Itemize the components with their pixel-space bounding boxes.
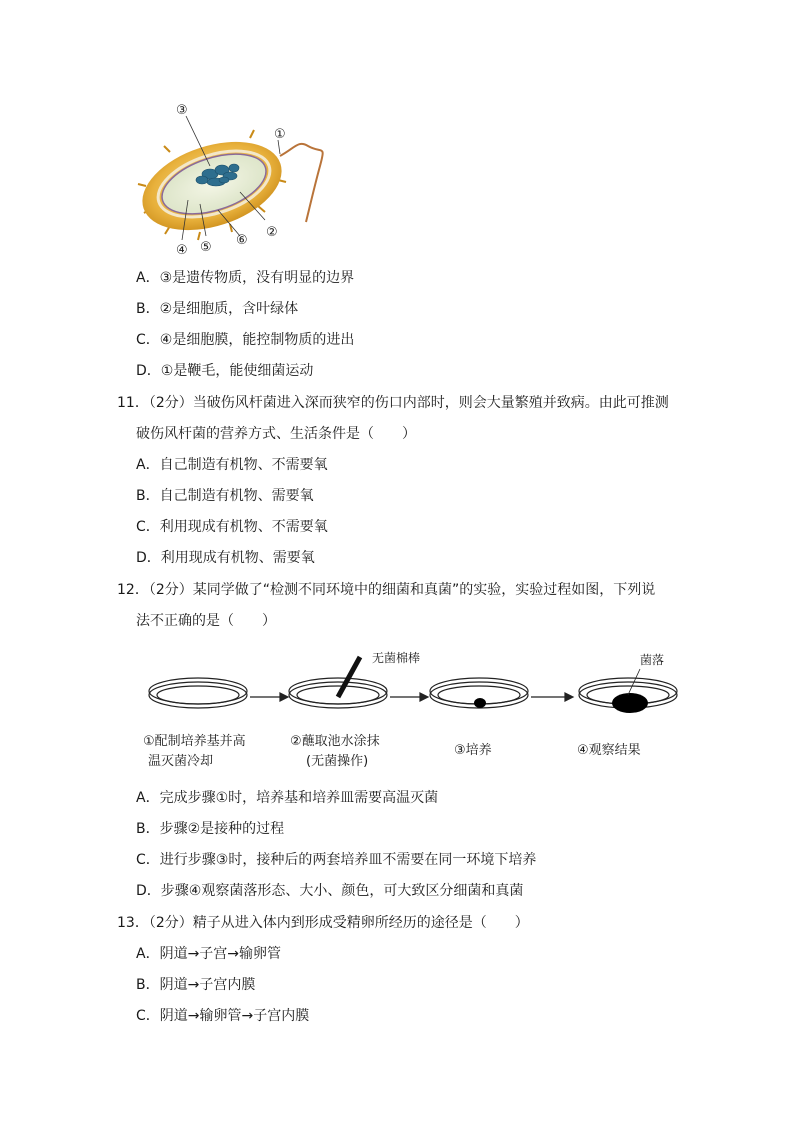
- q12-stem-line1: 12．（2分）某同学做了“检测不同环境中的细菌和真菌”的实验，实验过程如图，下列说: [117, 582, 656, 598]
- step2-caption-line1: ②蘸取池水涂抹: [290, 734, 380, 749]
- q12-stem-line2: 法不正确的是（ ）: [136, 613, 276, 629]
- bacterium-label-5: ⑤: [200, 240, 212, 255]
- bacterium-label-2: ②: [266, 225, 278, 240]
- q11-option-d: D．利用现成有机物、需要氧: [136, 550, 315, 566]
- bacterium-label-4: ④: [176, 243, 188, 258]
- bacterium-label-1: ①: [274, 127, 286, 142]
- swab-label: 无菌棉棒: [372, 651, 421, 665]
- q13-option-c: C．阴道→输卵管→子宫内膜: [136, 1008, 310, 1024]
- q10-option-c: C．④是细胞膜，能控制物质的进出: [136, 332, 355, 348]
- step1-caption-line2: 温灭菌冷却: [148, 754, 214, 769]
- q12-option-d: D．步骤④观察菌落形态、大小、颜色，可大致区分细菌和真菌: [136, 883, 524, 899]
- experiment-figure: [140, 645, 700, 725]
- q11-stem-line1: 11．（2分）当破伤风杆菌进入深而狭窄的伤口内部时，则会大量繁殖并致病。由此可推测: [117, 395, 669, 411]
- arrow-icon: [280, 693, 288, 701]
- arrow-icon: [420, 693, 428, 701]
- q10-option-b: B．②是细胞质，含叶绿体: [136, 301, 299, 317]
- q12-option-b: B．步骤②是接种的过程: [136, 821, 285, 837]
- q13-option-b: B．阴道→子宫内膜: [136, 977, 256, 993]
- arrow-icon: [565, 693, 573, 701]
- step2-caption-line2: (无菌操作): [306, 754, 369, 769]
- bacterium-label-3: ③: [176, 103, 188, 118]
- q11-option-a: A．自己制造有机物、不需要氧: [136, 457, 328, 473]
- step4-caption: ④观察结果: [577, 743, 641, 758]
- q13-stem: 13．（2分）精子从进入体内到形成受精卵所经历的途径是（ ）: [117, 915, 529, 931]
- q11-option-c: C．利用现成有机物、不需要氧: [136, 519, 328, 535]
- sterile-swab: [338, 657, 360, 697]
- q10-option-a: A．③是遗传物质，没有明显的边界: [136, 270, 355, 286]
- q12-option-c: C．进行步骤③时，接种后的两套培养皿不需要在同一环境下培养: [136, 852, 537, 868]
- step3-caption: ③培养: [454, 743, 492, 758]
- large-colony: [612, 693, 648, 713]
- step1-caption-line1: ①配制培养基并高: [143, 734, 246, 749]
- q11-stem-line2: 破伤风杆菌的营养方式、生活条件是（ ）: [136, 426, 416, 442]
- bacterium-label-6: ⑥: [236, 233, 248, 248]
- q10-option-d: D．①是鞭毛，能使细菌运动: [136, 363, 314, 379]
- small-colony: [474, 698, 486, 708]
- petri-dish-1: [149, 678, 247, 708]
- q13-option-a: A．阴道→子宫→输卵管: [136, 946, 282, 962]
- bacterium-drawing: [130, 96, 340, 258]
- q12-option-a: A．完成步骤①时，培养基和培养皿需要高温灭菌: [136, 790, 439, 806]
- colony-label: 菌落: [640, 653, 665, 667]
- bacterium-figure: [130, 96, 340, 258]
- q11-option-b: B．自己制造有机物、需要氧: [136, 488, 314, 504]
